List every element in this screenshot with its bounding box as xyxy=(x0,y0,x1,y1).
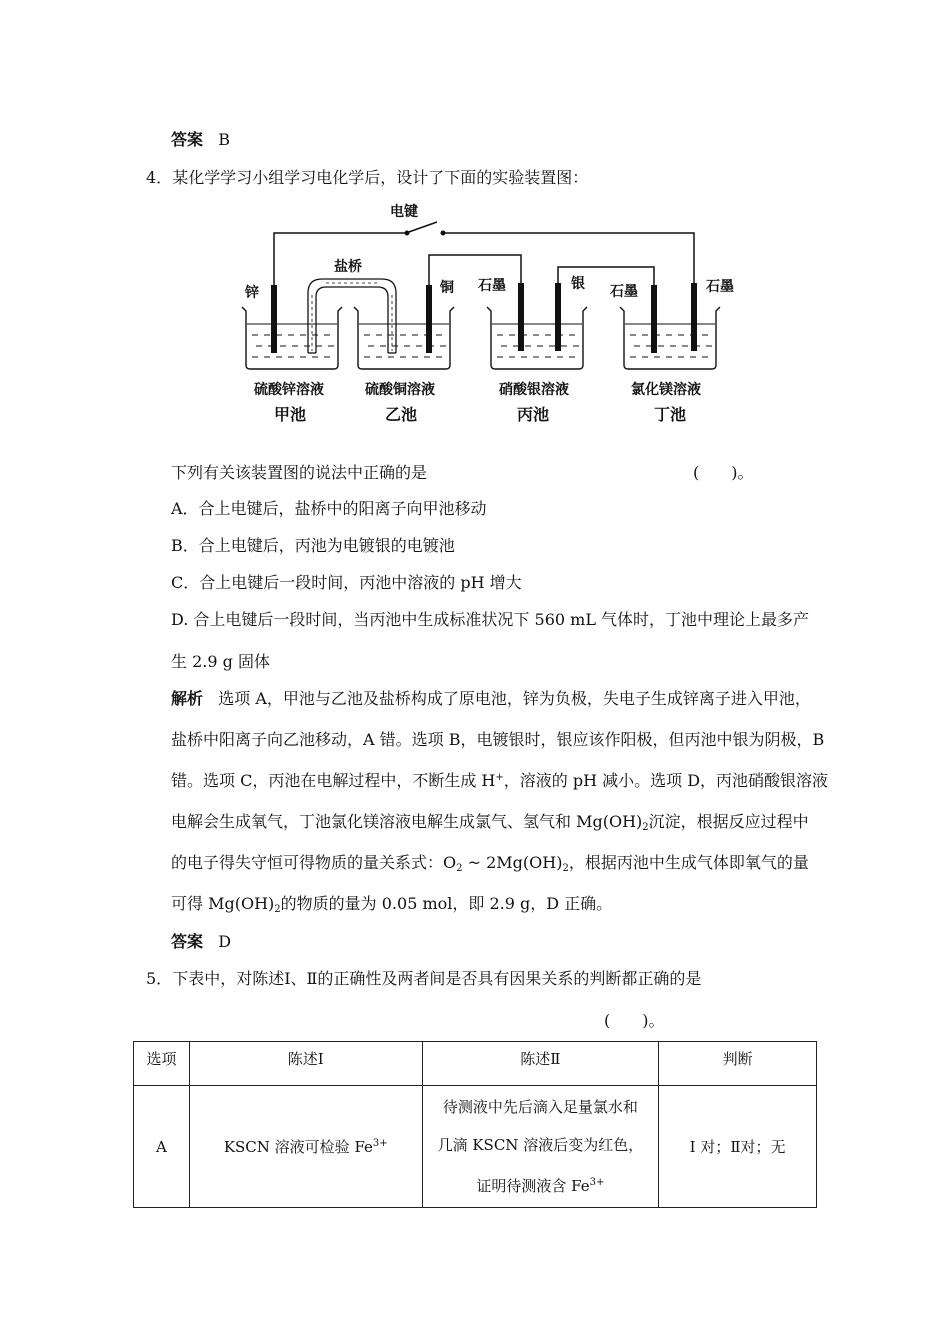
subscript: 2 xyxy=(562,863,569,874)
header-statement-1: 陈述Ⅰ xyxy=(189,1042,422,1086)
solution-label-yi: 硫酸铜溶液 xyxy=(365,382,435,398)
salt-bridge xyxy=(308,279,396,353)
analysis-line-3 xyxy=(171,768,828,791)
solution-label-ding: 氯化镁溶液 xyxy=(631,382,701,398)
analysis-text-5c: ，根据丙池中生成气体即氧气的量 xyxy=(568,853,809,872)
q4-answer xyxy=(171,929,231,952)
graphite-electrode-ding-left xyxy=(651,285,657,353)
graphite-electrode-bing xyxy=(518,283,524,351)
analysis-text-1: 选项 A，甲池与乙池及盐桥构成了原电池，锌为负极，失电子生成锌离子进入甲池， xyxy=(218,689,811,708)
q5-stem xyxy=(146,966,701,989)
row-a-judgement: Ⅰ 对；Ⅱ对；无 xyxy=(659,1086,817,1208)
switch-contact-left xyxy=(405,231,410,236)
analysis-line-5 xyxy=(171,850,809,874)
statement-2-line-3 xyxy=(423,1164,659,1205)
h-plus-sup: + xyxy=(495,772,504,783)
statement-2-line-2: 几滴 KSCN 溶液后变为红色， xyxy=(437,1136,644,1154)
apparatus-diagram xyxy=(230,195,750,430)
electrode-label-graphite-ding-right: 石墨 xyxy=(706,279,734,295)
analysis-line-2: 盐桥中阳离子向乙池移动，A 错。选项 B，电镀银时，银应该作阳极，但丙池中银为阴极，B xyxy=(171,730,825,749)
copper-electrode xyxy=(426,285,432,353)
analysis-line-4 xyxy=(171,809,809,833)
row-a-statement-2 xyxy=(422,1086,659,1208)
silver-electrode xyxy=(555,283,561,351)
q5-answer-bracket: ( )。 xyxy=(604,1011,665,1030)
cell-label-ding: 丁池 xyxy=(654,405,687,424)
analysis-text-5b: ~ 2Mg(OH) xyxy=(462,853,563,872)
header-statement-2: 陈述Ⅱ xyxy=(422,1042,659,1086)
answer-value: B xyxy=(218,130,231,149)
q4-option-d-line2: 生 2.9 g 固体 xyxy=(171,652,270,671)
header-judgement: 判断 xyxy=(659,1042,817,1086)
q4-option-a: A．合上电键后，盐桥中的阳离子向甲池移动 xyxy=(171,499,487,518)
analysis-text-4b: 沉淀，根据反应过程中 xyxy=(648,812,809,831)
answer-value: D xyxy=(218,932,232,951)
analysis-text-5a: 的电子得失守恒可得物质的量关系式：O xyxy=(171,853,457,872)
solution-label-jia: 硫酸锌溶液 xyxy=(254,382,324,398)
q5-stem-text: 下表中，对陈述Ⅰ、Ⅱ的正确性及两者间是否具有因果关系的判断都正确的是 xyxy=(172,969,702,988)
fe-charge-sup: 3+ xyxy=(589,1177,605,1188)
table-header-row xyxy=(134,1042,817,1086)
statement-2-line-1: 待测液中先后滴入足量氯水和 xyxy=(442,1098,638,1116)
graphite-electrode-ding-right xyxy=(691,283,697,351)
salt-bridge-fill xyxy=(312,283,392,351)
electrode-label-graphite-bing: 石墨 xyxy=(478,278,506,294)
solution-dashes xyxy=(252,335,712,357)
salt-bridge-label: 盐桥 xyxy=(334,259,362,275)
q5-table xyxy=(133,1041,817,1208)
q4-option-d-line1: D. 合上电键后一段时间，当丙池中生成标准状况下 560 mL 气体时，丁池中理论上最多产 xyxy=(171,610,810,629)
electrode-label-copper: 铜 xyxy=(440,280,454,296)
electrode-label-zinc: 锌 xyxy=(245,285,259,301)
q4-option-c xyxy=(171,570,522,593)
zinc-electrode xyxy=(271,285,277,353)
answer-label: 答案 xyxy=(171,932,204,951)
statement-2-line-3-text: 证明待测液含 Fe xyxy=(476,1177,590,1195)
prev-answer xyxy=(171,127,230,150)
cell-label-yi: 乙池 xyxy=(385,405,418,424)
cell-label-bing: 丙池 xyxy=(517,405,550,424)
subscript: 2 xyxy=(642,822,649,833)
row-a-option: A xyxy=(134,1086,190,1208)
solution-label-bing: 硝酸银溶液 xyxy=(499,382,569,398)
analysis-text-4a: 电解会生成氧气，丁池氯化镁溶液电解生成氯气、氢气和 Mg(OH) xyxy=(171,812,643,831)
table-row xyxy=(134,1086,817,1208)
electrode-label-graphite-ding-left: 石墨 xyxy=(610,284,638,300)
analysis-label: 解析 xyxy=(171,689,204,708)
statement-1-text: KSCN 溶液可检验 Fe xyxy=(223,1138,373,1156)
analysis-line-1 xyxy=(171,686,811,709)
analysis-text-6a: 可得 Mg(OH) xyxy=(171,894,275,913)
analysis-text-3b: ，溶液的 pH 减小。选项 D，丙池硝酸银溶液 xyxy=(503,771,829,790)
switch-label: 电键 xyxy=(390,204,418,220)
electrode-label-silver: 银 xyxy=(571,276,585,292)
q4-answer-bracket: ( )。 xyxy=(693,463,754,482)
q4-question: 下列有关该装置图的说法中正确的是 xyxy=(171,463,428,482)
q5-number: 5． xyxy=(146,969,173,988)
answer-label: 答案 xyxy=(171,130,204,149)
option-c-tail: 增大 xyxy=(489,573,522,592)
q4-stem xyxy=(146,165,588,188)
q4-option-b: B．合上电键后，丙池为电镀银的电镀池 xyxy=(171,536,455,555)
q4-stem-text: 某化学学习小组学习电化学后，设计了下面的实验装置图： xyxy=(172,168,589,187)
header-option: 选项 xyxy=(134,1042,190,1086)
q4-number: 4． xyxy=(146,168,173,187)
analysis-line-6 xyxy=(171,891,612,915)
subscript: 2 xyxy=(274,904,281,915)
option-c-text: C．合上电键后一段时间，丙池中溶液的 xyxy=(171,573,456,592)
cell-label-jia: 甲池 xyxy=(274,405,307,424)
analysis-text-3a: 错。选项 C，丙池在电解过程中，不断生成 H xyxy=(171,771,496,790)
row-a-statement-1 xyxy=(189,1086,422,1208)
option-c-ph: pH xyxy=(460,573,485,592)
switch-contact-right xyxy=(441,231,446,236)
beakers xyxy=(242,307,720,369)
analysis-text-6b: 的物质的量为 0.05 mol，即 2.9 g，D 正确。 xyxy=(280,894,613,913)
fe-charge-sup: 3+ xyxy=(372,1138,388,1149)
subscript: 2 xyxy=(456,863,463,874)
